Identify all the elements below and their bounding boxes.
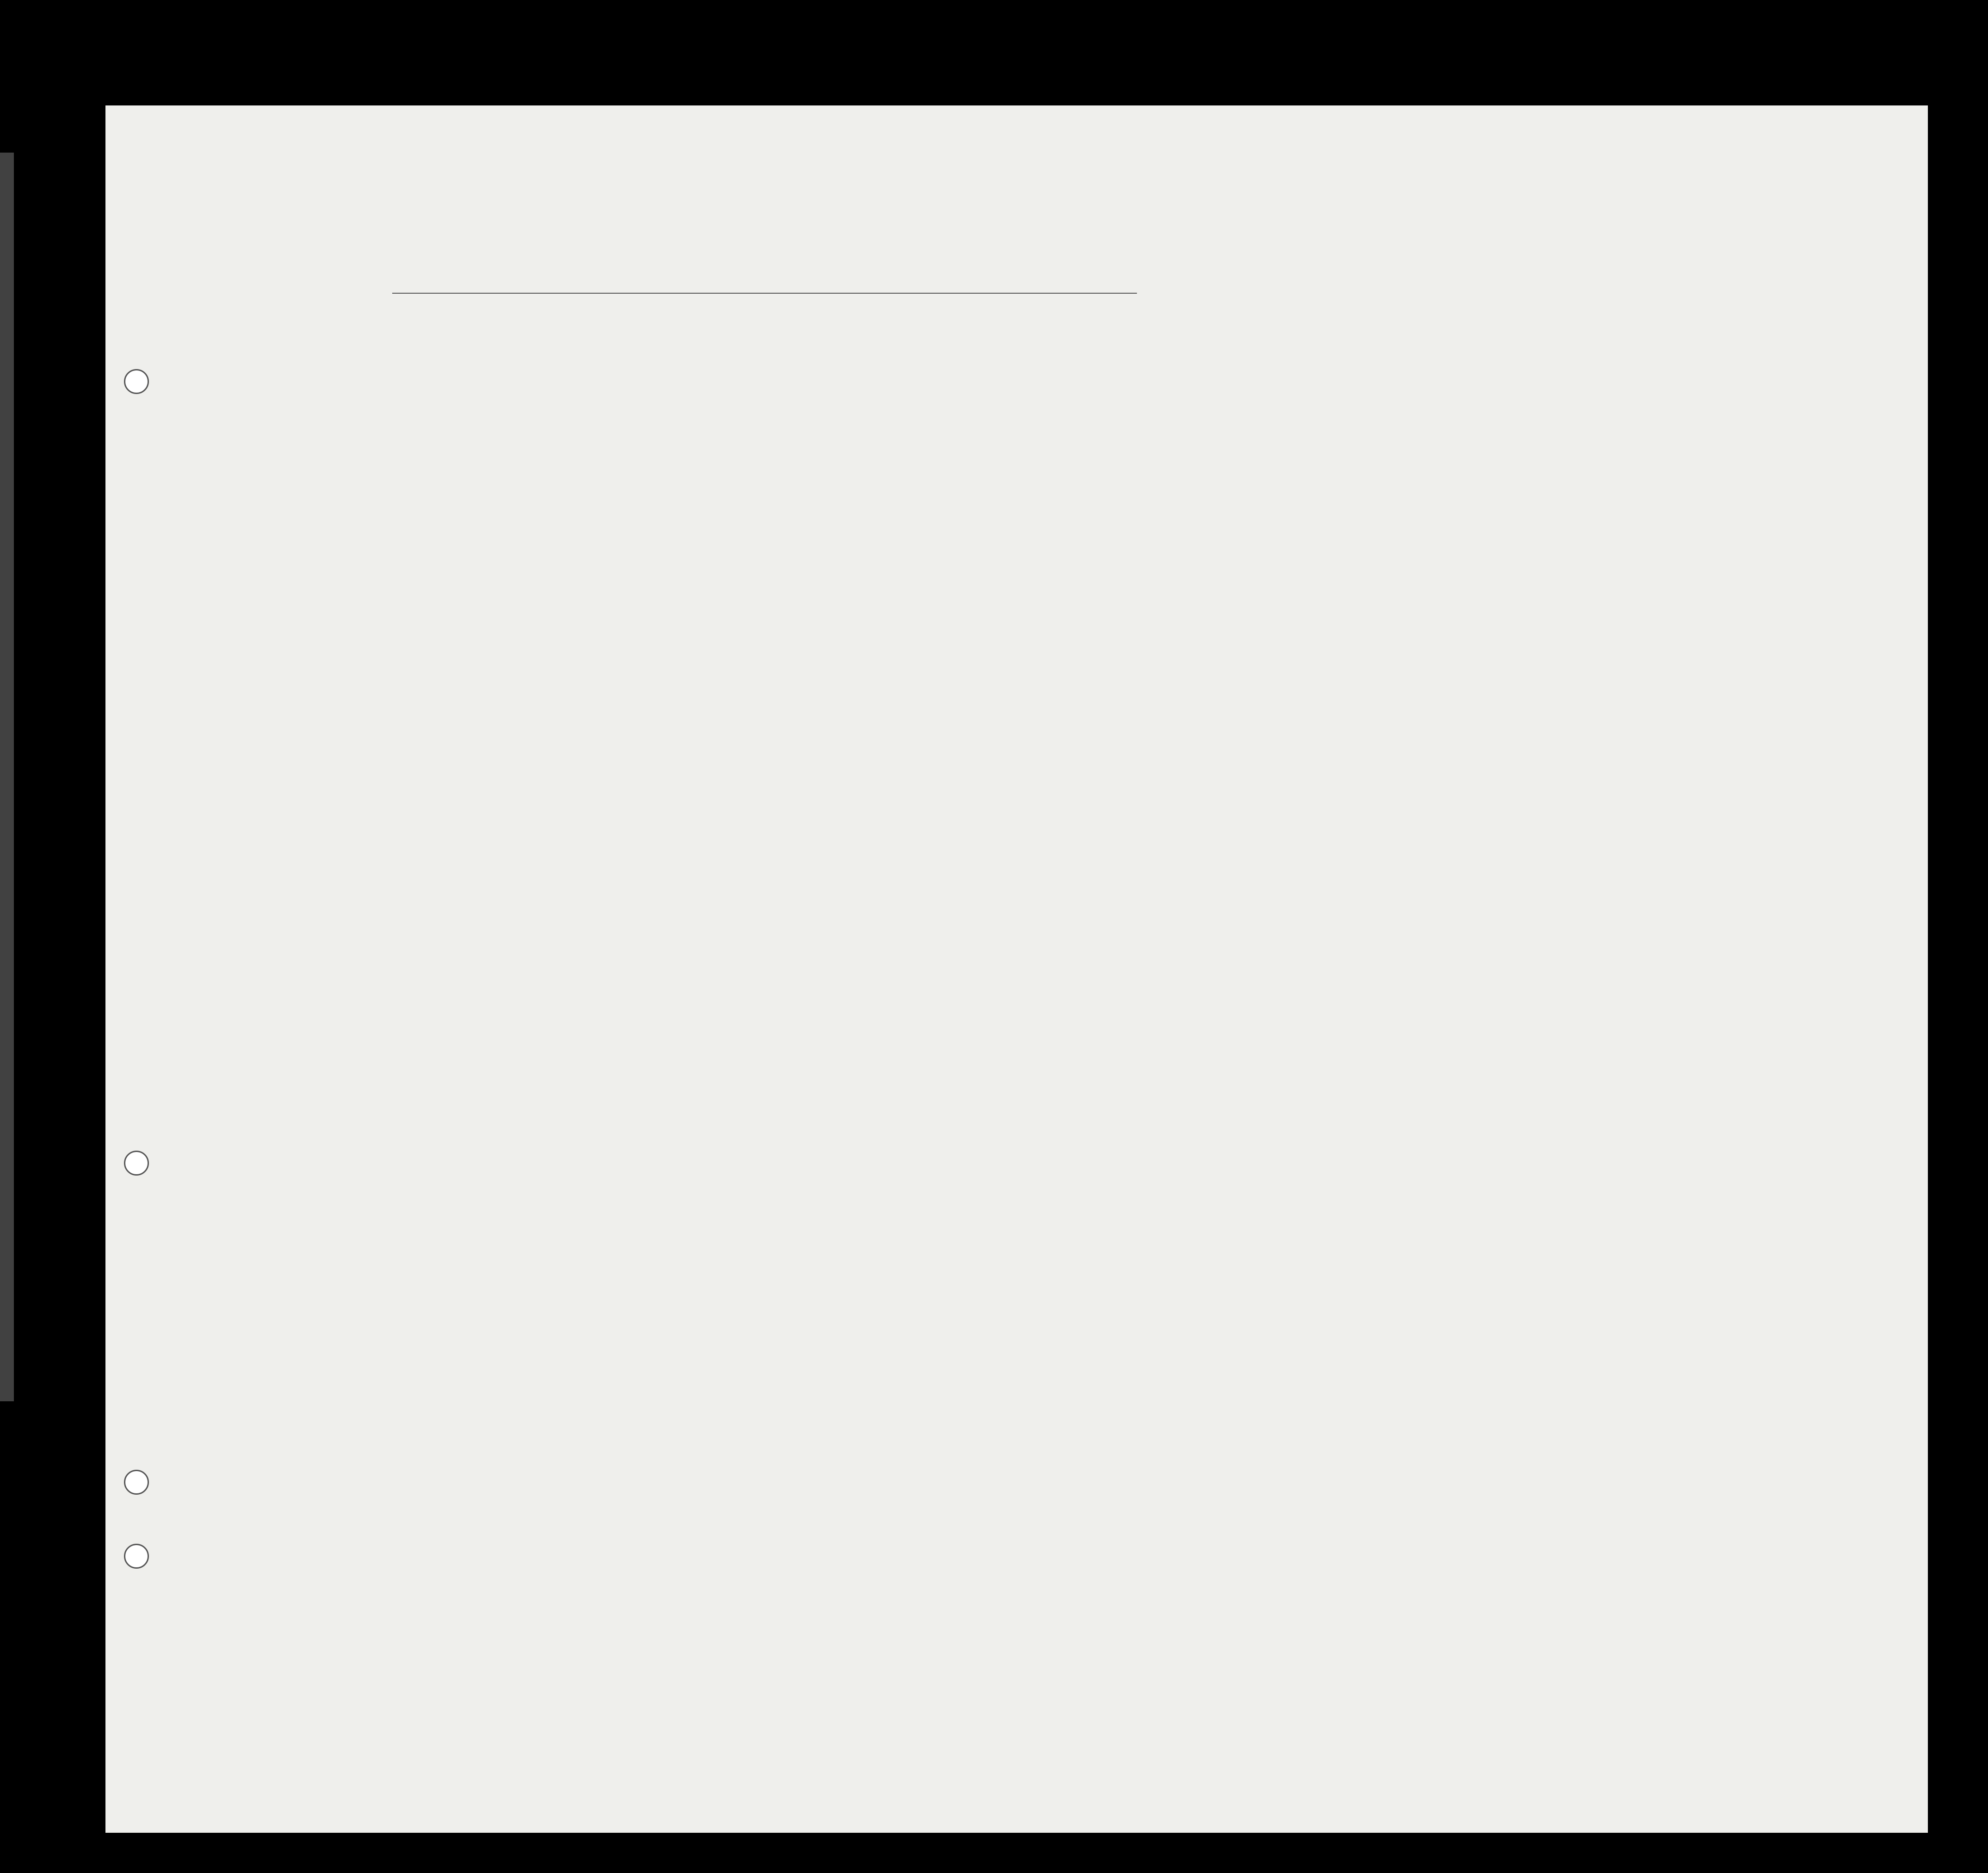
- port-underline: [392, 293, 1137, 294]
- binder-hole: [124, 369, 149, 394]
- binder-hole: [124, 1151, 149, 1176]
- left-scan-edge: [0, 153, 14, 1401]
- binder-hole: [124, 1470, 149, 1495]
- manifest-sheet: [105, 105, 1928, 1833]
- binder-hole: [124, 1544, 149, 1569]
